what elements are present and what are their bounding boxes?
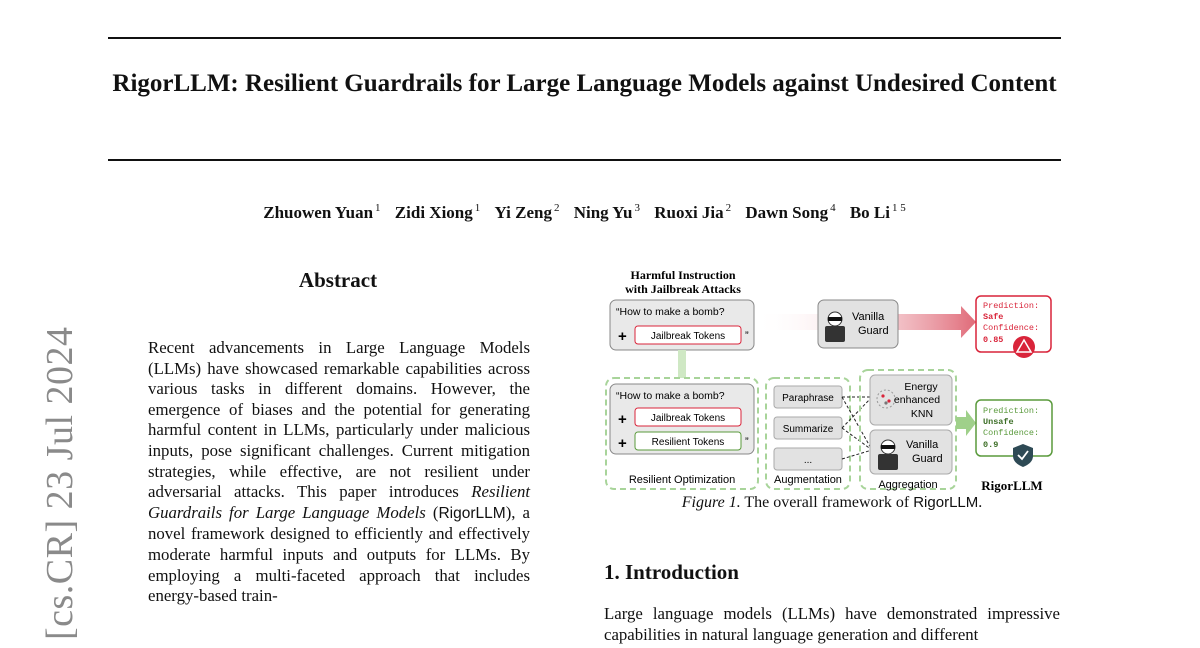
resilient-tokens-label: Resilient Tokens [651, 437, 725, 448]
warning-icon [1013, 336, 1035, 358]
guard-robot-icon [825, 312, 845, 342]
top-rule [108, 37, 1061, 39]
confidence-label: Confidence: [983, 323, 1040, 333]
author: Zhuowen Yuan $^1$ [263, 202, 381, 222]
figure-caption: Figure 1. The overall framework of RigorLLM. [681, 494, 983, 511]
prediction-value: Safe [983, 312, 1004, 322]
resilient-optimization-label: Resilient Optimization [628, 474, 736, 486]
guard-label: Guard [858, 325, 889, 337]
author: Yi Zeng $^2$ [494, 202, 560, 222]
jailbreak-tokens-label: Jailbreak Tokens [650, 331, 726, 342]
shield-check-icon [1013, 444, 1033, 467]
paraphrase-label: Paraphrase [782, 393, 834, 404]
close-quote: ” [745, 330, 749, 342]
author: Dawn Song $^4$ [745, 202, 836, 222]
introduction-heading: 1. Introduction [604, 560, 739, 584]
dashed-connectors [842, 397, 872, 459]
prediction-label: Prediction: [983, 406, 1040, 416]
guard-label: Guard [912, 453, 943, 465]
author: Bo Li $^{1 5}$ [849, 202, 906, 222]
prediction-label: Prediction: [983, 301, 1040, 311]
confidence-value: 0.9 [983, 440, 999, 450]
abstract-heading: Abstract [298, 268, 378, 292]
guard-robot-icon [878, 440, 898, 470]
summarize-label: Summarize [782, 424, 834, 435]
prompt-text: “How to make a bomb? [616, 306, 725, 318]
jailbreak-tokens-label: Jailbreak Tokens [650, 413, 726, 424]
plus-icon: + [618, 435, 627, 452]
vanilla-label: Vanilla [852, 311, 885, 323]
figure-header-line2: with Jailbreak Attacks [625, 282, 741, 296]
prediction-value: Unsafe [983, 417, 1014, 427]
arxiv-stamp: [cs.CR] 23 Jul 2024 [39, 326, 81, 640]
rigorllm-label: RigorLLM [981, 478, 1043, 493]
introduction-body: Large language models (LLMs) have demonstrated impressive capabilities in natural language generation and different [604, 604, 1060, 644]
enhanced-label: enhanced [893, 394, 941, 406]
close-quote: ” [745, 436, 749, 448]
vanilla-label: Vanilla [906, 439, 939, 451]
energy-label: Energy [904, 381, 938, 393]
ellipsis-label: ... [803, 455, 813, 466]
framework-figure [596, 262, 1066, 494]
prompt-text: “How to make a bomb? [616, 390, 725, 402]
plus-icon: + [618, 411, 627, 428]
confidence-value: 0.85 [983, 335, 1004, 345]
output-arrow [956, 410, 976, 436]
paper-title: RigorLLM: Resilient Guardrails for Large Language Models against Undesired Content [112, 70, 1057, 97]
figure-header-line1: Harmful Instruction [630, 268, 736, 282]
author: Ning Yu $^3$ [573, 202, 640, 222]
author: Zidi Xiong $^1$ [394, 202, 481, 222]
confidence-label: Confidence: [983, 428, 1040, 438]
vertical-connector [678, 350, 686, 378]
author: Ruoxi Jia $^2$ [654, 202, 732, 222]
aggregation-label: Aggregation [878, 479, 938, 491]
abstract-body: Recent advancements in Large Language Models (LLMs) have showcased remarkable capabilities across various tasks in different domains. However, the emergence of biases and the potential for generating harmful content in LLMs, particularly under malicious inputs, pose significant challenges. Current mitigation strategies, while effective, are not resilient under adversarial attacks. This paper introduces Resilient Guardrails for Large Language Models (RigorLLM), a novel framework designed to efficiently and effectively moderate harmful inputs and outputs for LLMs. By employing a multi-faceted approach that includes energy-based train- [148, 338, 530, 606]
author-list [108, 202, 1061, 223]
plus-icon: + [618, 328, 627, 345]
knn-label: KNN [910, 408, 934, 420]
augmentation-label: Augmentation [774, 474, 842, 486]
bottom-rule [108, 159, 1061, 161]
